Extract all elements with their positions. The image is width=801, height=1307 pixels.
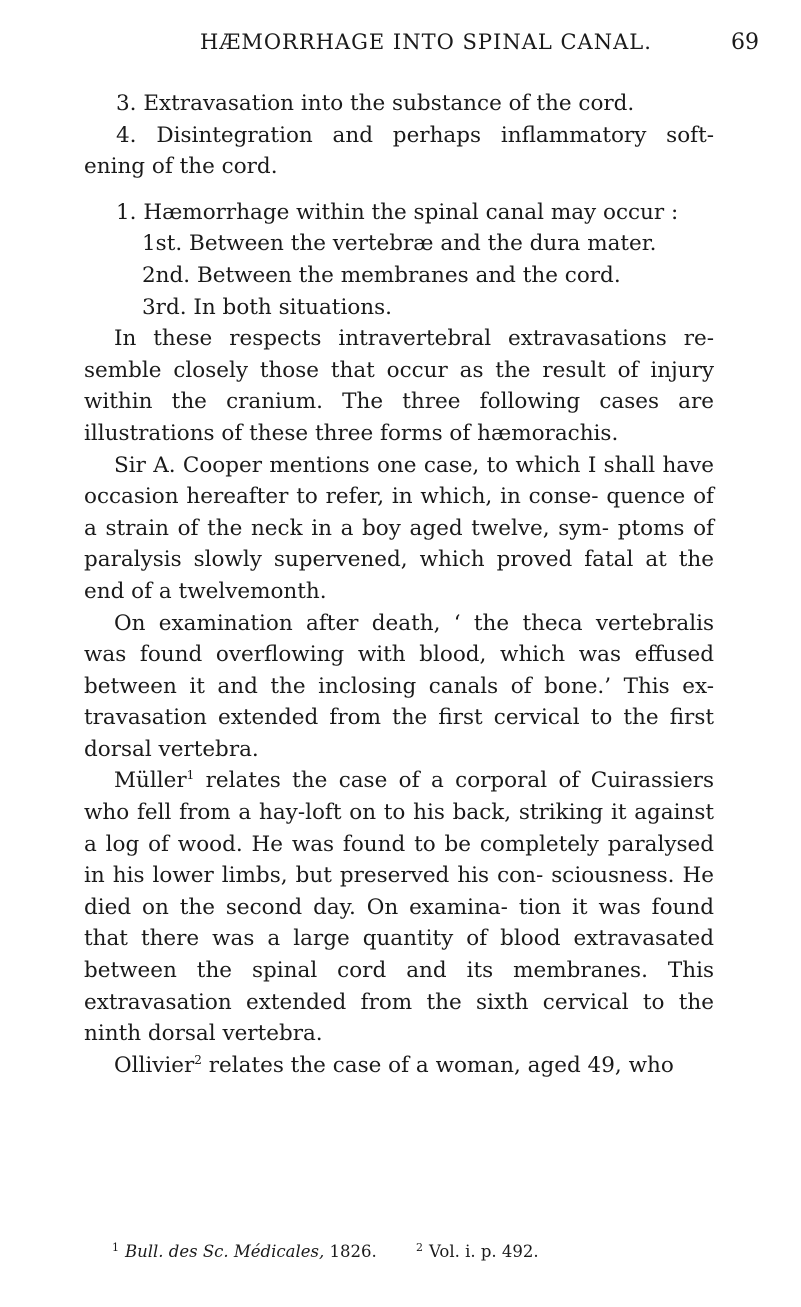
list-item-4: 4. Disintegration and perhaps inflammatory soft- ening of the cord. (84, 122, 714, 180)
paragraph-muller-text: relates the case of a corporal of Cuirassiers who fell from a hay-loft on to his back, striking it against a log of wood. He was found to be completely paralysed in his lower limbs, but preserved his con- sciousness. He died on the second day. On examina- tion it was found that there was a large quantity of blood extravasated between the spinal cord and its membranes. This extravasation extended from the sixth cervical to the ninth dorsal vertebra. (84, 768, 714, 1047)
footnote-ref-2: 2 (194, 1052, 202, 1067)
footnote-1-title: Bull. des Sc. Médicales, (125, 1242, 325, 1261)
author-name-muller: Müller (114, 768, 187, 794)
sublist-item-1st: 1st. Between the vertebræ and the dura mater. (142, 231, 657, 257)
footnote-2-mark: 2 (416, 1240, 423, 1254)
list-item-1: 1. Hæmorrhage within the spinal canal may occur : (116, 199, 679, 225)
paragraph-intravertebral: In these respects intravertebral extravasations re- semble closely those that occur as the result of injury within the cranium. The three following cases are illustrations of these three forms of hæmorachis. (84, 326, 714, 446)
paragraph-ollivier (84, 1050, 714, 1082)
footnote-1-year: 1826. (324, 1242, 377, 1261)
paragraph-cooper: Sir A. Cooper mentions one case, to which I shall have occasion hereafter to refer, in which, in conse- quence of a strain of the neck in a boy aged twelve, sym- ptoms of paralysis slowly supervened, which proved fatal at the end of a twelvemonth. (84, 452, 714, 604)
page-number: 69 (731, 30, 759, 55)
footnote-1 (112, 1242, 377, 1261)
list-item-3: 3. Extravasation into the substance of the cord. (116, 91, 635, 116)
running-title: HÆMORRHAGE INTO SPINAL CANAL. (200, 30, 652, 54)
body-text (84, 88, 714, 1081)
author-name-ollivier: Ollivier (114, 1052, 195, 1078)
sublist-item-3rd: 3rd. In both situations. (142, 294, 392, 320)
footnote-ref-1: 1 (186, 768, 195, 783)
footnote-2 (416, 1242, 539, 1261)
footnote-1-mark: 1 (112, 1240, 119, 1254)
paragraph-ollivier-text: relates the case of a woman, aged 49, who (201, 1052, 674, 1078)
paragraph-muller (84, 765, 714, 1049)
footnotes (112, 1242, 732, 1261)
paragraph-examination: On examination after death, ‘ the theca vertebralis was found overflowing with blood, which was effused between it and the inclosing canals of bone.’ This ex- travasation extended from the first cervical to the first dorsal vertebra. (84, 610, 714, 762)
sublist-item-2nd: 2nd. Between the membranes and the cord. (142, 262, 621, 288)
footnote-2-text: Vol. i. p. 492. (429, 1242, 539, 1261)
